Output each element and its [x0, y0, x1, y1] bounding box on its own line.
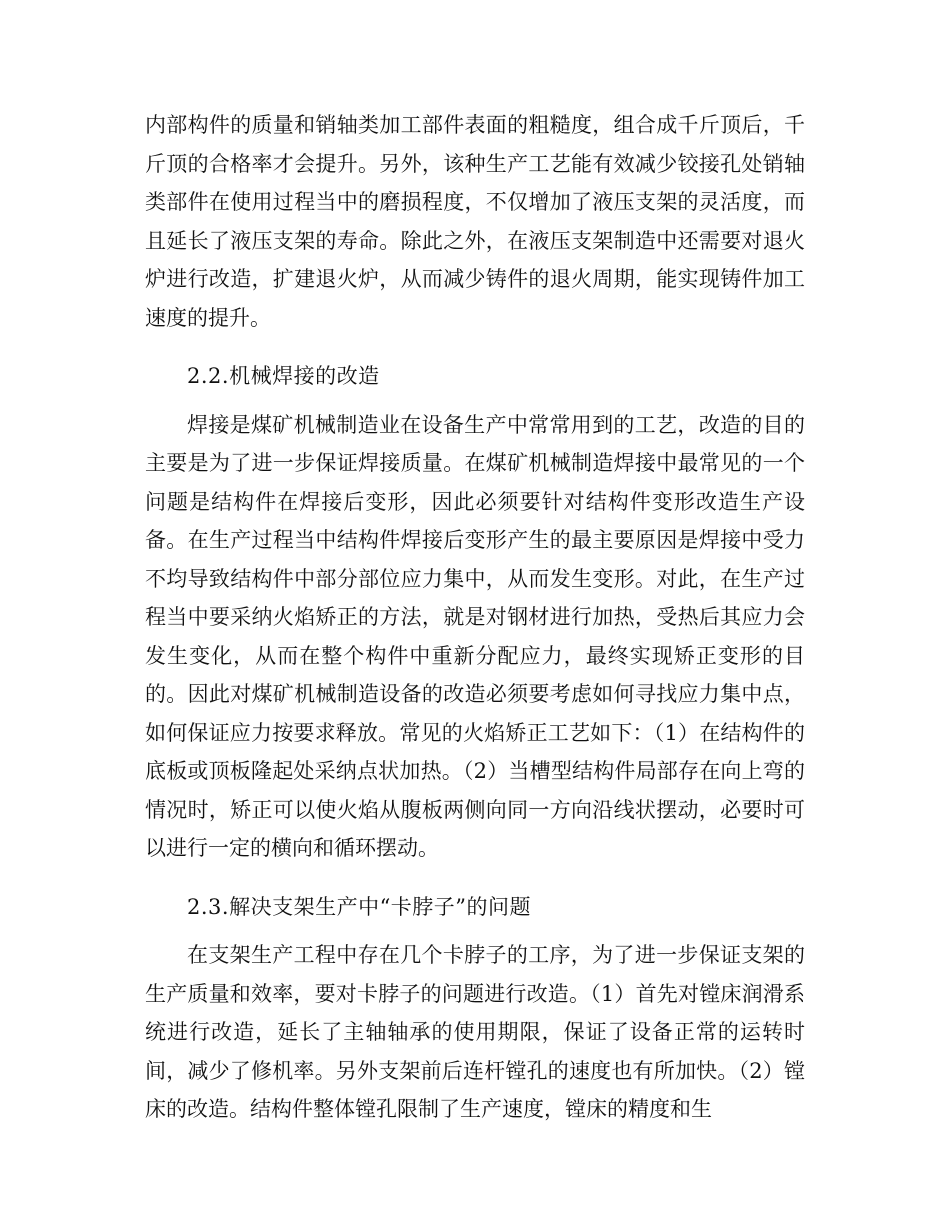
document-body: [145, 106, 805, 1129]
section-heading-2-2: 2.2.机械焊接的改造: [187, 364, 380, 388]
paragraph-continuation: 内部构件的质量和销轴类加工部件表面的粗糙度，组合成千斤顶后，千斤顶的合格率才会提升。另外，该种生产工艺能有效减少铰接孔处销轴类部件在使用过程当中的磨损程度，不仅增加了液压支架的灵活度，而且延长了液压支架的寿命。除此之外，在液压支架制造中还需要对退火炉进行改造，扩建退火炉，从而减少铸件的退火周期，能实现铸件加工速度的提升。: [145, 113, 805, 330]
section-heading-2-3: 2.3.解决支架生产中“卡脖子”的问题: [187, 894, 532, 919]
spacer: [145, 868, 805, 878]
paragraph-welding: 焊接是煤矿机械制造业在设备生产中常常用到的工艺，改造的目的主要是为了进一步保证焊接质量。在煤矿机械制造焊接中最常见的一个问题是结构件在焊接后变形，因此必须要针对结构件变形改造生产设备。在生产过程当中结构件焊接后变形产生的最主要原因是焊接中受力不均导致结构件中部分部位应力集中，从而发生变形。对此，在生产过程当中要采纳火焰矫正的方法，就是对钢材进行加热，受热后其应力会发生变化，从而在整个构件中重新分配应力，最终实现矫正变形的目的。因此对煤矿机械制造设备的改造必须要考虑如何寻找应力集中点，如何保证应力按要求释放。常见的火焰矫正工艺如下：（1）在结构件的底板或顶板隆起处采纳点状加热。（2）当槽型结构件局部存在向上弯的情况时，矫正可以使火焰从腹板两侧向同一方向沿线状摆动，必要时可以进行一定的横向和循环摆动。: [145, 412, 805, 860]
paragraph-bottleneck: 在支架生产工程中存在几个卡脖子的工序，为了进一步保证支架的生产质量和效率，要对卡脖子的问题进行改造。（1）首先对镗床润滑系统进行改造，延长了主轴轴承的使用期限，保证了设备正常的运转时间，减少了修机率。另外支架前后连杆镗孔的速度也有所加快。（2）镗床的改造。结构件整体镗孔限制了生产速度，镗床的精度和生: [145, 943, 805, 1121]
spacer: [145, 337, 805, 347]
